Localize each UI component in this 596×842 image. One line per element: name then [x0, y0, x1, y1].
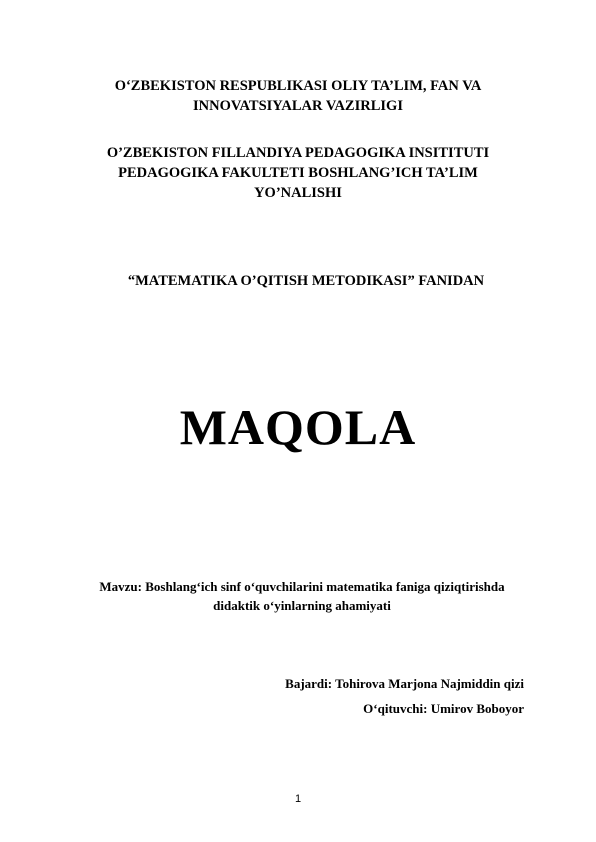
page-number: 1 — [294, 793, 302, 805]
ministry-line: INNOVATSIYALAR VAZIRLIGI — [193, 98, 403, 114]
topic-text — [4, 577, 596, 615]
ministry-heading — [0, 76, 596, 116]
ministry-line: O‘ZBEKISTON RESPUBLIKASI OLIY TA’LIM, FAN VA — [114, 78, 482, 94]
document-title: MAQOLA — [179, 399, 417, 455]
teacher-credit: O‘qituvchi: Umirov Boboyor — [363, 701, 524, 716]
institute-line: YO’NALISHI — [254, 185, 342, 201]
institute-heading — [0, 143, 596, 203]
author-credit: Bajardi: Tohirova Marjona Najmiddin qizi — [285, 676, 524, 691]
topic-line: Mavzu: Boshlang‘ich sinf o‘quvchilarini matematika faniga qiziqtirishda — [99, 579, 505, 594]
institute-line: PEDAGOGIKA FAKULTETI BOSHLANG’ICH TA’LIM — [118, 165, 478, 181]
institute-line: O’ZBEKISTON FILLANDIYA PEDAGOGIKA INSITITUTI — [106, 145, 490, 161]
topic-line: didaktik o‘yinlarning ahamiyati — [213, 598, 391, 613]
subject-heading: “MATEMATIKA O’QITISH METODIKASI” FANIDAN — [127, 273, 485, 289]
